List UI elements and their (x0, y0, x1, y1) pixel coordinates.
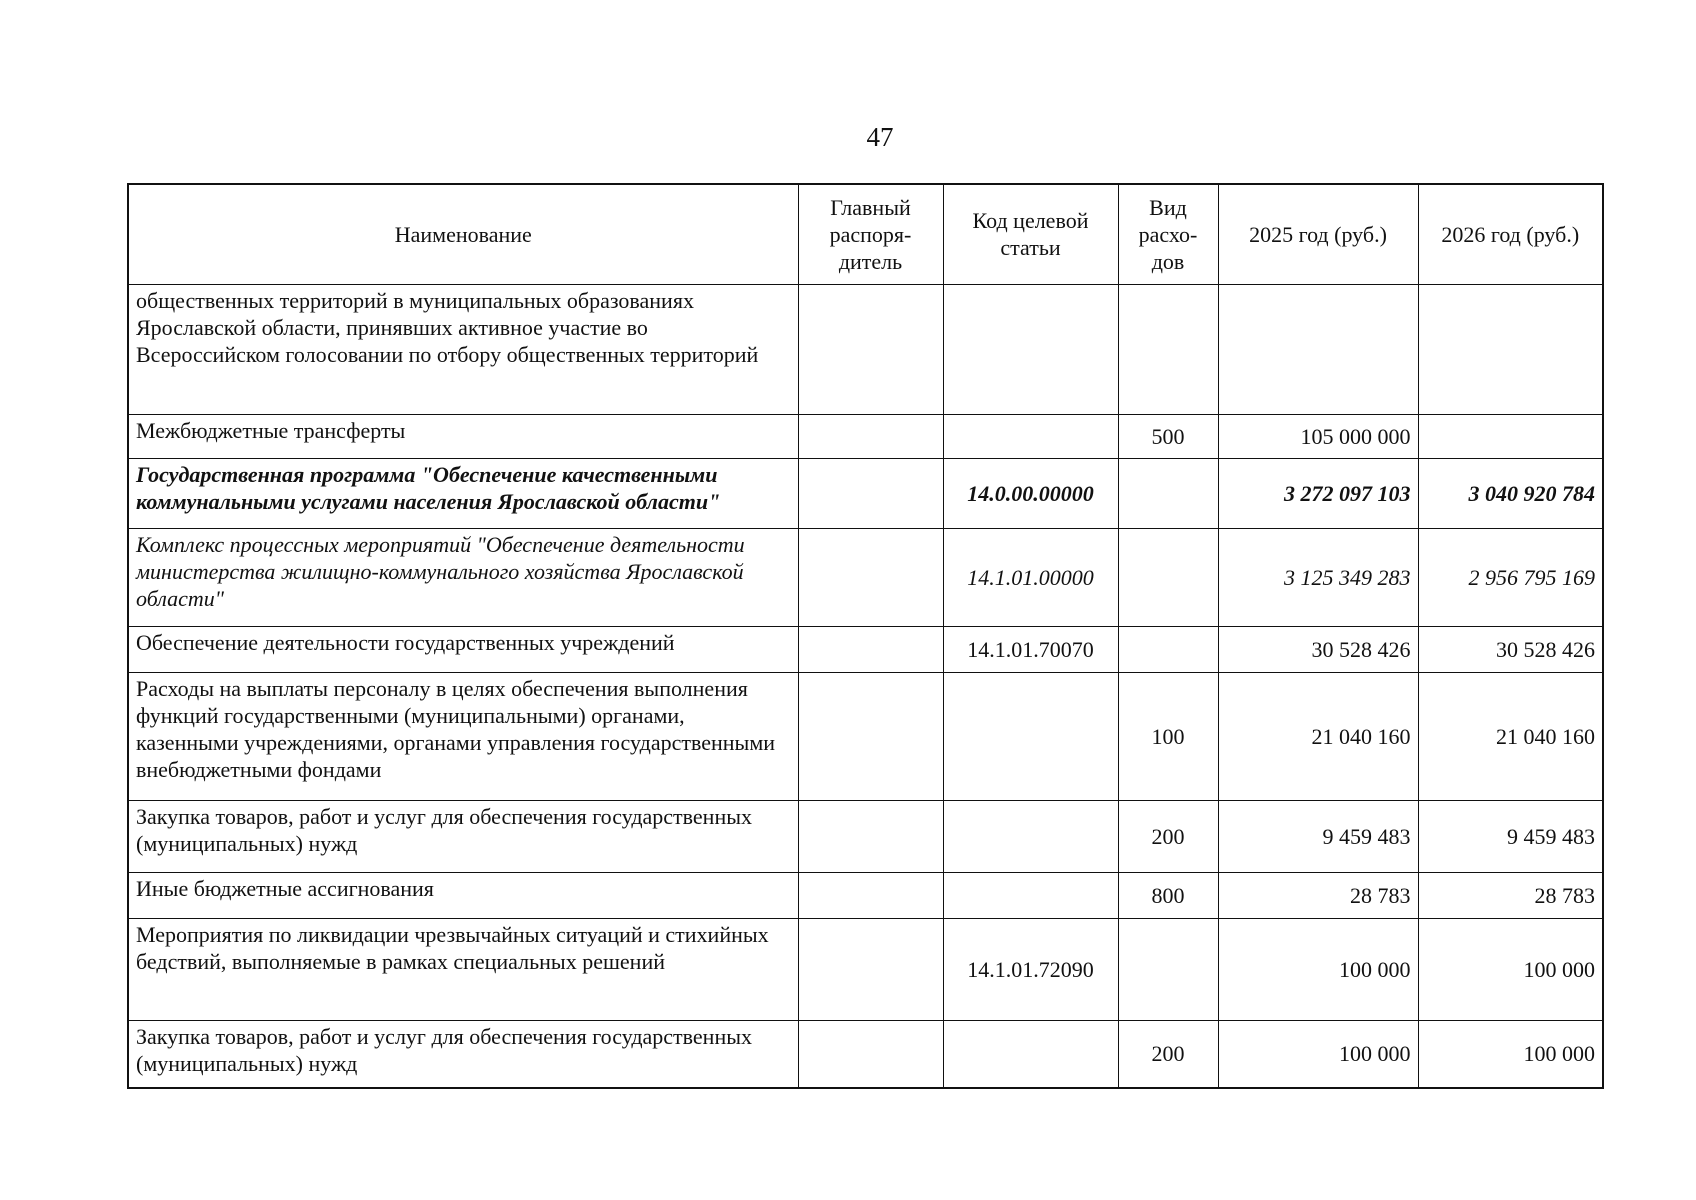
table-row (128, 918, 1603, 1020)
row-code (943, 414, 1118, 458)
row-admin (798, 458, 943, 528)
row-name: Комплекс процессных мероприятий "Обеспечение деятельности министерства жилищно-коммунального хозяйства Ярославской области" (128, 528, 798, 626)
row-type (1118, 528, 1218, 626)
header-2025: 2025 год (руб.) (1218, 184, 1418, 284)
page-number: 47 (866, 122, 894, 152)
row-2026: 28 783 (1418, 872, 1603, 918)
header-type: Вид расхо-дов (1118, 184, 1218, 284)
row-admin (798, 284, 943, 414)
header-name: Наименование (128, 184, 798, 284)
row-code: 14.1.01.00000 (943, 528, 1118, 626)
row-type: 200 (1118, 1020, 1218, 1088)
row-code: 14.1.01.70070 (943, 626, 1118, 672)
row-admin (798, 528, 943, 626)
row-type: 200 (1118, 800, 1218, 872)
table-row (128, 414, 1603, 458)
row-code (943, 284, 1118, 414)
table-row (128, 672, 1603, 800)
budget-table (127, 183, 1604, 1089)
row-2025: 3 125 349 283 (1218, 528, 1418, 626)
row-admin (798, 414, 943, 458)
row-type (1118, 918, 1218, 1020)
row-2025: 30 528 426 (1218, 626, 1418, 672)
header-code: Код целевой статьи (943, 184, 1118, 284)
row-admin (798, 1020, 943, 1088)
row-name: Закупка товаров, работ и услуг для обеспечения государственных (муниципальных) нужд (128, 1020, 798, 1088)
header-2026: 2026 год (руб.) (1418, 184, 1603, 284)
row-name: Обеспечение деятельности государственных учреждений (128, 626, 798, 672)
row-name: общественных территорий в муниципальных образованиях Ярославской области, принявших активное участие во Всероссийском голосовании по отбору общественных территорий (128, 284, 798, 414)
row-code: 14.0.00.00000 (943, 458, 1118, 528)
row-2026 (1418, 414, 1603, 458)
row-type (1118, 284, 1218, 414)
table-row (128, 872, 1603, 918)
header-row (128, 184, 1603, 284)
table-row (128, 1020, 1603, 1088)
row-admin (798, 800, 943, 872)
row-2026: 21 040 160 (1418, 672, 1603, 800)
row-2026: 9 459 483 (1418, 800, 1603, 872)
row-2026: 30 528 426 (1418, 626, 1603, 672)
row-code: 14.1.01.72090 (943, 918, 1118, 1020)
row-name: Межбюджетные трансферты (128, 414, 798, 458)
table-row-complex (128, 528, 1603, 626)
row-admin (798, 626, 943, 672)
row-2026: 100 000 (1418, 1020, 1603, 1088)
table-row (128, 626, 1603, 672)
row-name: Иные бюджетные ассигнования (128, 872, 798, 918)
row-code (943, 672, 1118, 800)
row-type: 500 (1118, 414, 1218, 458)
row-2025: 21 040 160 (1218, 672, 1418, 800)
row-type (1118, 458, 1218, 528)
row-type: 100 (1118, 672, 1218, 800)
row-2025: 28 783 (1218, 872, 1418, 918)
row-admin (798, 672, 943, 800)
row-2025: 100 000 (1218, 918, 1418, 1020)
row-name: Расходы на выплаты персоналу в целях обеспечения выполнения функций государственными (муниципальными) органами, казенными учреждениями, органами управления государственными внебюджетными фондами (128, 672, 798, 800)
row-2026: 100 000 (1418, 918, 1603, 1020)
row-name: Закупка товаров, работ и услуг для обеспечения государственных (муниципальных) нужд (128, 800, 798, 872)
row-code (943, 1020, 1118, 1088)
row-admin (798, 872, 943, 918)
row-name: Мероприятия по ликвидации чрезвычайных ситуаций и стихийных бедствий, выполняемые в рамках специальных решений (128, 918, 798, 1020)
table-row (128, 800, 1603, 872)
row-name: Государственная программа "Обеспечение качественными коммунальными услугами населения Ярославской области" (128, 458, 798, 528)
row-code (943, 800, 1118, 872)
row-code (943, 872, 1118, 918)
row-admin (798, 918, 943, 1020)
row-2025 (1218, 284, 1418, 414)
row-2026: 3 040 920 784 (1418, 458, 1603, 528)
row-2025: 105 000 000 (1218, 414, 1418, 458)
row-type: 800 (1118, 872, 1218, 918)
header-admin: Главный распоря-дитель (798, 184, 943, 284)
row-2026: 2 956 795 169 (1418, 528, 1603, 626)
row-2026 (1418, 284, 1603, 414)
table-row-program (128, 458, 1603, 528)
table-row (128, 284, 1603, 414)
row-2025: 100 000 (1218, 1020, 1418, 1088)
row-type (1118, 626, 1218, 672)
row-2025: 3 272 097 103 (1218, 458, 1418, 528)
row-2025: 9 459 483 (1218, 800, 1418, 872)
